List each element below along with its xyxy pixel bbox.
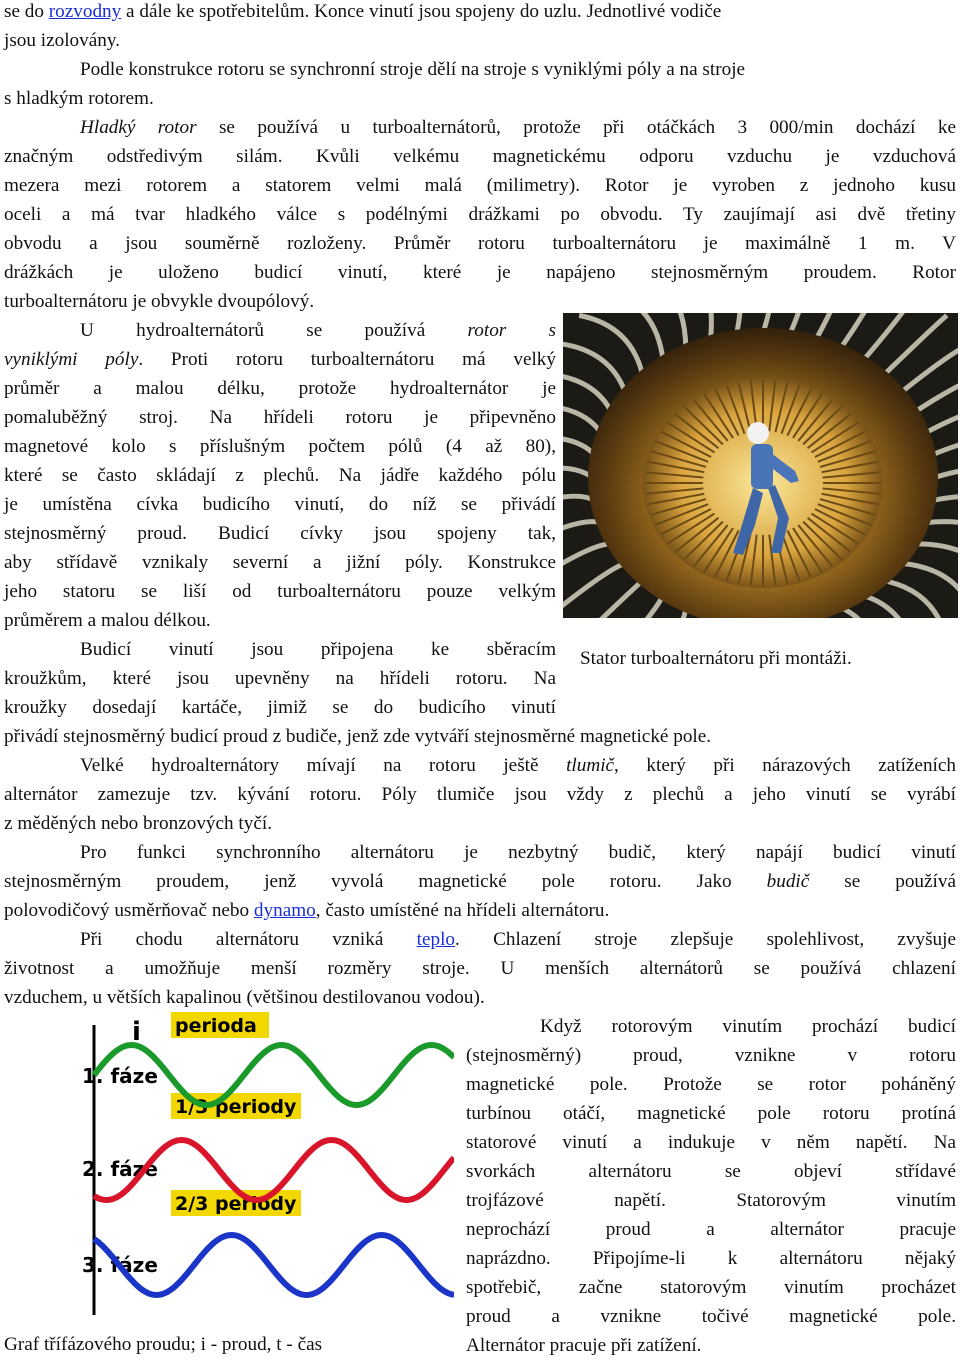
text-line [4,548,556,577]
text-line [4,229,956,258]
text-line [4,693,556,722]
text-line [466,1041,956,1070]
text-segment: z měděných nebo bronzových tyčí. [4,813,272,834]
text-segment: je umístěna cívka budicího vinutí, do níž se přivádí [4,494,556,515]
text-line [466,1273,956,1302]
text-line [466,1244,956,1273]
text-segment: magnetové kolo s příslušným počtem pólů (4 až 80), [4,436,556,457]
text-segment: mezera mezi rotorem a statorem velmi malá (milimetry). Rotor je vyroben z jednoho kusu [4,175,956,196]
text-segment: turboalternátoru je obvykle dvoupólový. [4,291,315,312]
italic-term: budič [766,871,810,892]
italic-term: Hladký rotor [80,117,197,138]
text-line [4,200,956,229]
text-segment: U hydroalternátorů se používá [80,320,468,341]
text-segment: spotřebič, začne statorovým vinutím procházet [466,1277,956,1298]
axis-label-i: i [132,1017,141,1047]
text-line [466,1157,956,1186]
text-segment: polovodičový usměrňovač nebo [4,900,254,921]
text-line [4,403,556,432]
text-segment: životnost a umožňuje menší rozměry stroje. U menších alternátorů se používá chlazení [4,958,956,979]
italic-term: rotor s [467,320,556,341]
italic-term: vyniklými póly [4,349,139,370]
text-line [80,316,556,345]
text-segment: se používá [809,871,956,892]
text-segment: magnetické pole. Protože se rotor poháněný [466,1074,956,1095]
text-line [4,26,956,55]
text-segment: aby střídavě vznikaly severní a jižní póly. Konstrukce [4,552,556,573]
text-segment: průměrem a malou délkou. [4,610,211,631]
three-phase-graph [74,1010,454,1315]
text-segment: . Chlazení stroje zlepšuje spolehlivost, zvyšuje [455,929,957,950]
text-segment: které se často skládají z plechů. Na jádře každého pólu [4,465,556,486]
text-segment: jsou izolovány. [4,30,120,51]
text-line [4,142,956,171]
text-line [80,55,956,84]
text-line [4,461,556,490]
text-segment: svorkách alternátoru se objeví střídavé [466,1161,956,1182]
text-segment: jeho statoru se liší od turboalternátoru pouze velkým [4,581,556,602]
text-line [4,287,956,316]
text-line [4,577,556,606]
text-segment: , který při nárazových zatíženích [614,755,956,776]
text-segment: obvodu a jsou souměrně rozloženy. Průměr rotoru turboalternátoru je maximálně 1 m. V [4,233,956,254]
text-segment: neprochází proud a alternátor pracuje [466,1219,956,1240]
text-segment: turbínou otáčí, magnetické pole rotoru protíná [466,1103,956,1124]
text-segment: Velké hydroalternátory mívají na rotoru ještě [80,755,567,776]
text-segment: značným odstředivým silám. Kvůli velkému magnetickému odporu vzduchu je vzduchová [4,146,956,167]
text-segment: . Proti rotoru turboalternátoru má velký [138,349,556,370]
text-segment: přivádí stejnosměrný budicí proud z budiče, jenž zde vytváří stejnosměrné magnetické pole. [4,726,712,747]
text-line [466,1070,956,1099]
text-line [4,258,956,287]
text-segment: stejnosměrný proud. Budicí cívky jsou spojeny tak, [4,523,556,544]
text-line [4,345,556,374]
text-line [4,809,956,838]
text-line [4,664,556,693]
text-line [4,722,956,751]
text-segment: drážkách je uloženo budicí vinutí, které je napájeno stejnosměrným proudem. Rotor [4,262,956,283]
text-line [4,954,956,983]
text-segment: se do [4,1,49,22]
text-segment: , často umístěné na hřídeli alternátoru. [315,900,610,921]
photo-caption: Stator turboalternátoru při montáži. [580,648,852,669]
text-line [466,1215,956,1244]
text-line [540,1012,956,1041]
stator-photo [563,313,958,618]
text-line [4,490,556,519]
text-line [466,1302,956,1331]
text-line [466,1128,956,1157]
text-line [4,0,956,26]
graph-caption: Graf třífázového proudu; i - proud, t - čas [4,1334,323,1355]
text-segment: Podle konstrukce rotoru se synchronní stroje dělí na stroje s vyniklými póly a na stroje [80,59,746,80]
text-segment: trojfázové napětí. Statorovým vinutím [466,1190,956,1211]
text-line [4,432,556,461]
text-segment: statorové vinutí a indukuje v něm napětí. Na [466,1132,956,1153]
text-segment: (stejnosměrný) proud, vznikne v rotoru [466,1045,956,1066]
phase-2-label: 2. fáze [82,1157,158,1181]
text-segment: kroužkům, které jsou upevněny na hřídeli rotoru. Na [4,668,556,689]
text-segment: stejnosměrným proudem, jenž vyvolá magnetické pole rotoru. Jako [4,871,767,892]
inline-link[interactable]: dynamo [253,900,316,921]
text-segment: oceli a má tvar hladkého válce s podélnými drážkami po obvodu. Ty zaujímají asi dvě třetiny [4,204,956,225]
perioda-label: perioda [175,1015,257,1037]
third-period-label: 1/3 periody [175,1096,297,1118]
text-line [466,1331,956,1360]
text-line [80,635,556,664]
italic-term: tlumič [566,755,615,776]
text-segment: proud a vznikne točivé magnetické pole. [466,1306,956,1327]
text-line [4,780,956,809]
text-line [80,751,956,780]
text-line [4,896,956,925]
text-line [4,983,956,1012]
text-segment: Budicí vinutí jsou připojena ke sběracím [80,639,556,660]
inline-link[interactable]: rozvodny [48,1,122,22]
inline-link[interactable]: teplo [416,929,455,950]
phase-3-label: 3. fáze [82,1253,158,1277]
text-line [80,838,956,867]
text-line [466,1186,956,1215]
text-segment: Pro funkci synchronního alternátoru je nezbytný budič, který napájí budicí vinutí [80,842,956,863]
text-segment: pomaluběžný stroj. Na hřídeli rotoru je připevněno [4,407,556,428]
text-segment: naprázdno. Připojíme-li k alternátoru nějaký [466,1248,956,1269]
text-segment: Když rotorovým vinutím prochází budicí [540,1016,956,1037]
text-line [466,1099,956,1128]
text-segment: Při chodu alternátoru vzniká [80,929,417,950]
text-segment: průměr a malou délku, protože hydroalternátor je [4,378,556,399]
text-segment: vzduchem, u větších kapalinou (většinou destilovanou vodou). [4,987,485,1008]
text-line [80,113,956,142]
phase-1-label: 1. fáze [82,1064,158,1088]
text-segment: se používá u turboalternátorů, protože při otáčkách 3 000/min dochází ke [196,117,956,138]
text-line [4,171,956,200]
two-thirds-period-label: 2/3 periody [175,1193,297,1215]
text-segment: Alternátor pracuje při zatížení. [466,1335,702,1356]
text-line [4,519,556,548]
text-segment: alternátor zamezuje tzv. kývání rotoru. Póly tlumiče jsou vždy z plechů a jeho vinutí se vyrábí [4,784,956,805]
text-line [4,374,556,403]
text-segment: a dále ke spotřebitelům. Konce vinutí jsou spojeny do uzlu. Jednotlivé vodiče [121,1,722,22]
text-line [4,606,556,635]
text-line [80,925,956,954]
text-segment: s hladkým rotorem. [4,88,154,109]
text-line [4,84,956,113]
text-line [4,867,956,896]
text-segment: kroužky dosedají kartáče, jimiž se do budicího vinutí [4,697,556,718]
